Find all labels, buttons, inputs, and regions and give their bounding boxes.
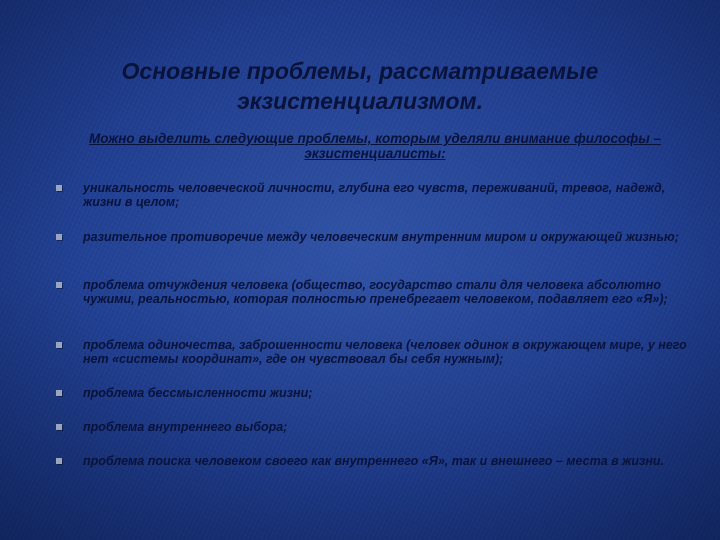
- square-bullet-icon: [56, 282, 62, 288]
- square-bullet-icon: [56, 390, 62, 396]
- list-item-text: проблема бессмысленности жизни;: [83, 386, 313, 400]
- square-bullet-icon: [56, 458, 62, 464]
- list-item-text: уникальность человеческой личности, глубина его чувств, переживаний, тревог, надежд, жизни в целом;: [83, 181, 666, 209]
- list-item-text: проблема внутреннего выбора;: [83, 420, 288, 434]
- slide-intro: Можно выделить следующие проблемы, которым уделяли внимание философы – экзистенциалисты:: [88, 131, 662, 161]
- square-bullet-icon: [56, 342, 62, 348]
- slide-title: Основные проблемы, рассматриваемые экзистенциализмом.: [121, 58, 599, 114]
- square-bullet-icon: [56, 234, 62, 240]
- square-bullet-icon: [56, 424, 62, 430]
- list-item-text: проблема поиска человеком своего как внутреннего «Я», так и внешнего – места в жизни.: [83, 454, 665, 468]
- list-item-text: проблема одиночества, заброшенности человека (человек одинок в окружающем мире, у него нет «системы координат», где он чувствовал бы себя нужным);: [83, 338, 687, 366]
- list-item-text: разительное противоречие между человеческим внутренним миром и окружающей жизнью;: [83, 230, 679, 244]
- square-bullet-icon: [56, 185, 62, 191]
- list-item-text: проблема отчуждения человека (общество, государство стали для человека абсолютно чужими, реальностью, которая полностью пренебрегает человеком, подавляет его «Я»);: [83, 278, 668, 306]
